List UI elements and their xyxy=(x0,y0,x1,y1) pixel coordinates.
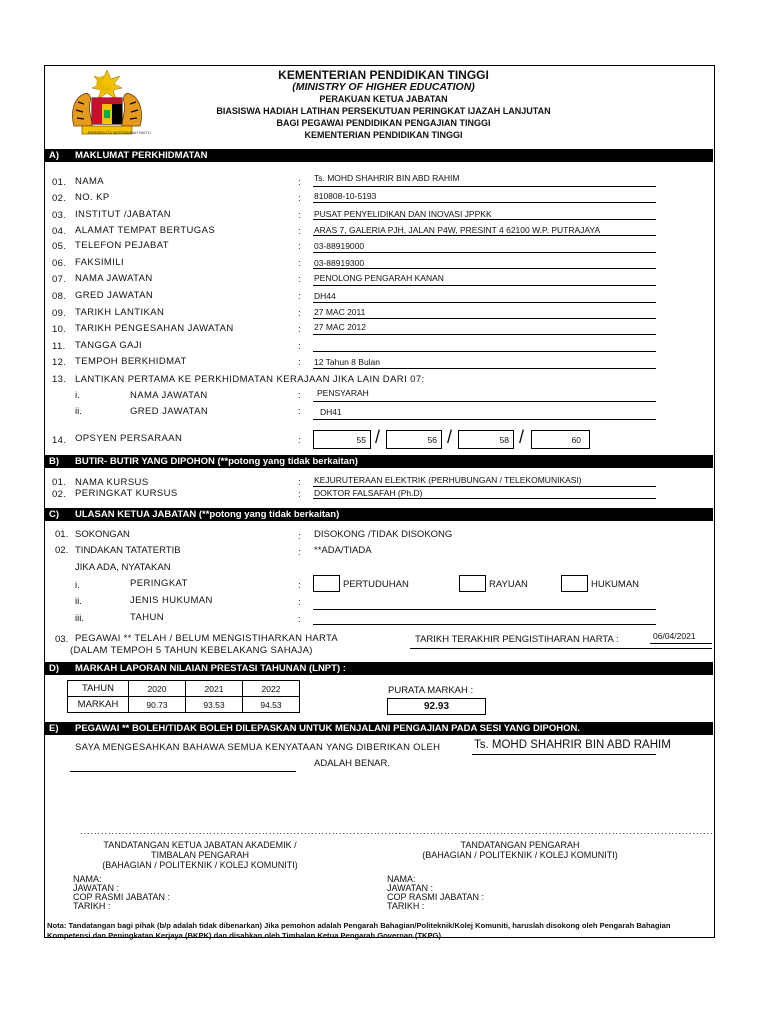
row-number: 11. xyxy=(52,341,66,352)
sub-row-number: i. xyxy=(75,390,80,401)
field-label: JAWATAN : xyxy=(73,883,119,893)
row-value[interactable]: DOKTOR FALSAFAH (Ph.D) xyxy=(314,488,423,498)
option-label: RAYUAN xyxy=(489,579,528,590)
row-number: 01. xyxy=(52,477,67,488)
section-b-title: BUTIR- BUTIR YANG DIPOHON (**potong yang tidak berkaitan) xyxy=(75,456,358,467)
row-number: 13. xyxy=(52,374,67,385)
table-cell[interactable]: 94.53 xyxy=(243,697,300,713)
retirement-option-58[interactable]: 58 xyxy=(458,430,514,449)
header-line-3: BAGI PEGAWAI PENDIDIKAN PENGAJIAN TINGGI xyxy=(276,118,491,128)
row-label: NAMA KURSUS xyxy=(75,477,149,488)
row-label: GRED JAWATAN xyxy=(75,290,154,301)
row-label: TINDAKAN TATATERTIB xyxy=(75,545,181,556)
row-value[interactable]: 03-88919300 xyxy=(314,258,365,268)
row-value[interactable]: 03-88919000 xyxy=(314,241,365,251)
row-value[interactable]: 27 MAC 2011 xyxy=(314,307,366,317)
field-label: TARIKH : xyxy=(73,901,111,911)
row-label: TEMPOH BERKHIDMAT xyxy=(75,356,187,367)
signature-right-title xyxy=(395,840,645,860)
checkbox-rayuan[interactable] xyxy=(459,575,486,592)
table-cell: 2022 xyxy=(243,681,300,697)
field-label: COP RASMI JABATAN : xyxy=(73,892,171,902)
row-value[interactable]: PENOLONG PENGARAH KANAN xyxy=(314,273,444,283)
row-label: TARIKH LANTIKAN xyxy=(75,307,165,318)
table-cell: TAHUN xyxy=(68,681,129,697)
checkbox-pertuduhan[interactable] xyxy=(313,575,340,592)
row-value[interactable]: ARAS 7, GALERIA PJH, JALAN P4W, PRESINT 4 62100 W.P. PUTRAJAYA xyxy=(314,225,601,235)
section-b-bar xyxy=(45,455,713,468)
signature-right-line2: (BAHAGIAN / POLITEKNIK / KOLEJ KOMUNITI) xyxy=(422,850,618,860)
field-label: JAWATAN : xyxy=(387,883,433,893)
row-label: NAMA JAWATAN xyxy=(75,273,153,284)
support-value[interactable]: DISOKONG /TIDAK DISOKONG xyxy=(314,529,453,540)
sub-row-label: PERINGKAT xyxy=(130,578,188,589)
section-b-letter: B) xyxy=(49,456,60,467)
signature-line-left[interactable]: ............................................................................................ xyxy=(80,826,403,836)
row-number: 14. xyxy=(52,435,67,446)
retirement-option-60[interactable]: 60 xyxy=(531,430,590,449)
sub-row-value[interactable]: DH41 xyxy=(320,407,342,417)
field-label: COP RASMI JABATAN : xyxy=(387,892,485,902)
section-e-bar xyxy=(45,722,713,735)
row-value[interactable]: 12 Tahun 8 Bulan xyxy=(314,357,381,367)
section-e-title: PEGAWAI ** BOLEH/TIDAK BOLEH DILEPASKAN UNTUK MENJALANI PENGAJIAN PADA SESI YANG DIPOHON. xyxy=(75,723,580,734)
row-label: NO. KP xyxy=(75,192,110,203)
table-cell: 2020 xyxy=(129,681,186,697)
section-a-letter: A) xyxy=(49,150,60,161)
section-c-title: ULASAN KETUA JABATAN (**potong yang tidak berkaitan) xyxy=(75,509,340,520)
signature-left-line2: TIMBALAN PENGARAH xyxy=(150,850,250,860)
row-label: OPSYEN PERSARAAN xyxy=(75,433,183,444)
row-value[interactable]: Ts. MOHD SHAHRIR BIN ABD RAHIM xyxy=(314,173,460,183)
row-number: 06. xyxy=(52,258,67,269)
row-number: 03. xyxy=(52,210,67,221)
header-line-1: PERAKUAN KETUA JABATAN xyxy=(319,94,448,104)
assets-date-label: TARIKH TERAKHIR PENGISTIHARAN HARTA : xyxy=(415,634,619,645)
row-value[interactable]: DH44 xyxy=(314,291,336,301)
row-number: 12. xyxy=(52,357,67,368)
row-value[interactable]: 810808-10-5193 xyxy=(314,191,377,201)
page-subtitle: (MINISTRY OF HIGHER EDUCATION) xyxy=(292,81,475,93)
header-line-4: KEMENTERIAN PENDIDIKAN TINGGI xyxy=(304,130,463,140)
assets-declaration-line2: (DALAM TEMPOH 5 TAHUN KEBELAKANG SAHAJA) xyxy=(70,645,313,656)
table-row xyxy=(68,681,300,697)
row-label: TANGGA GAJI xyxy=(75,340,143,351)
row-value[interactable]: 27 MAC 2012 xyxy=(314,322,366,332)
row-number: 05. xyxy=(52,241,67,252)
row-label: INSTITUT /JABATAN xyxy=(75,209,172,220)
if-any-label: JIKA ADA, NYATAKAN xyxy=(75,562,171,573)
declaration-name[interactable]: Ts. MOHD SHAHRIR BIN ABD RAHIM xyxy=(474,739,671,751)
checkbox-hukuman[interactable] xyxy=(561,575,588,592)
signature-left-line3: (BAHAGIAN / POLITEKNIK / KOLEJ KOMUNITI) xyxy=(102,860,298,870)
sub-row-label: NAMA JAWATAN xyxy=(130,390,208,401)
table-cell: 2021 xyxy=(186,681,243,697)
signature-left-fields xyxy=(73,875,170,911)
row-value[interactable]: PUSAT PENYELIDIKAN DAN INOVASI JPPKK xyxy=(314,209,492,219)
section-d-title: MARKAH LAPORAN NILAIAN PRESTASI TAHUNAN (LNPT) : xyxy=(75,663,346,674)
section-a-title: MAKLUMAT PERKHIDMATAN xyxy=(75,150,208,161)
section-c-letter: C) xyxy=(49,509,60,520)
sub-row-label: GRED JAWATAN xyxy=(130,406,209,417)
row-label: PERINGKAT KURSUS xyxy=(75,488,178,499)
sub-row-value[interactable]: PENSYARAH xyxy=(317,388,369,398)
sub-row-label: TAHUN xyxy=(130,612,165,623)
table-row xyxy=(68,697,300,713)
row-number: 02. xyxy=(52,489,67,500)
section-d-bar xyxy=(45,662,713,675)
table-cell[interactable]: 93.53 xyxy=(186,697,243,713)
row-number: 03. xyxy=(55,634,69,645)
row-number: 02. xyxy=(52,193,67,204)
row-value[interactable]: KEJURUTERAAN ELEKTRIK (PERHUBUNGAN / TELEKOMUNIKASI) xyxy=(314,475,582,485)
row-number: 10. xyxy=(52,324,67,335)
signature-right-fields xyxy=(387,875,484,911)
field-label: NAMA: xyxy=(73,874,102,884)
form-frame xyxy=(44,65,718,938)
sub-row-number: ii. xyxy=(75,406,82,417)
section-d-letter: D) xyxy=(49,663,60,674)
row-label: SOKONGAN xyxy=(75,529,130,540)
sub-row-number: iii. xyxy=(75,613,84,624)
row-label: ALAMAT TEMPAT BERTUGAS xyxy=(75,225,216,236)
assets-date-value[interactable]: 06/04/2021 xyxy=(653,631,696,641)
row-label: TARIKH PENGESAHAN JAWATAN xyxy=(75,323,234,334)
footnote: Nota: Tandatangan bagi pihak (b/p adalah tidak dibenarkan) Jika pemohon adalah Pengarah Bahagian/Politeknik/Kolej Komuniti, haruslah disokong oleh Pengarah Bahagian Kompetensi dan Peningkatan Kerjaya (BKPK) dan disahkan oleh Timbalan Ketua Pengarah Governan (TKPG). xyxy=(47,921,671,940)
row-number: 04. xyxy=(52,226,67,237)
section-a-bar xyxy=(45,149,713,162)
signature-right-line1: TANDATANGAN PENGARAH xyxy=(460,840,580,850)
signature-line-right[interactable]: ............................................................................................ xyxy=(395,826,718,836)
row-label: FAKSIMILI xyxy=(75,257,125,268)
coat-motto: BERSEKUTU BERTAMBAH MUTU xyxy=(88,130,151,135)
row-label: TELEFON PEJABAT xyxy=(75,240,169,251)
table-cell[interactable]: 90.73 xyxy=(129,697,186,713)
signature-left-line1: TANDATANGAN KETUA JABATAN AKADEMIK / xyxy=(103,840,297,850)
declaration-statement: SAYA MENGESAHKAN BAHAWA SEMUA KENYATAAN YANG DIBERIKAN OLEH xyxy=(75,742,441,753)
row-number: 07. xyxy=(52,274,67,285)
sub-row-number: ii. xyxy=(75,596,82,607)
header-line-2: BIASISWA HADIAH LATIHAN PERSEKUTUAN PERINGKAT IJAZAH LANJUTAN xyxy=(216,106,551,116)
field-label: NAMA: xyxy=(387,874,416,884)
sub-row-number: i. xyxy=(75,580,80,591)
row-label: LANTIKAN PERTAMA KE PERKHIDMATAN KERAJAAN JIKA LAIN DARI 07: xyxy=(75,374,425,385)
disciplinary-value[interactable]: **ADA/TIADA xyxy=(314,545,372,556)
signature-left-title xyxy=(70,840,330,870)
sub-row-label: JENIS HUKUMAN xyxy=(130,595,213,606)
row-number: 01. xyxy=(52,177,67,188)
average-label: PURATA MARKAH : xyxy=(388,685,474,696)
section-e-letter: E) xyxy=(49,723,59,734)
table-cell: MARKAH xyxy=(68,697,129,713)
option-label: HUKUMAN xyxy=(591,579,640,590)
row-label: NAMA xyxy=(75,176,105,187)
row-number: 02. xyxy=(55,545,69,556)
option-label: PERTUDUHAN xyxy=(343,579,409,590)
row-number: 08. xyxy=(52,291,67,302)
retirement-option-55[interactable]: 55 xyxy=(313,430,371,449)
page-title: KEMENTERIAN PENDIDIKAN TINGGI xyxy=(278,68,489,82)
retirement-option-56[interactable]: 56 xyxy=(386,430,442,449)
declaration-end: ADALAH BENAR. xyxy=(314,758,391,769)
lnpt-table xyxy=(67,680,300,713)
field-label: TARIKH : xyxy=(387,901,425,911)
row-number: 01. xyxy=(55,529,69,540)
row-number: 09. xyxy=(52,308,67,319)
section-c-bar xyxy=(45,508,713,521)
coat-of-arms-icon xyxy=(68,68,146,136)
assets-declaration-line1: PEGAWAI ** TELAH / BELUM MENGISTIHARKAN HARTA xyxy=(75,633,339,644)
average-value[interactable]: 92.93 xyxy=(387,698,486,715)
